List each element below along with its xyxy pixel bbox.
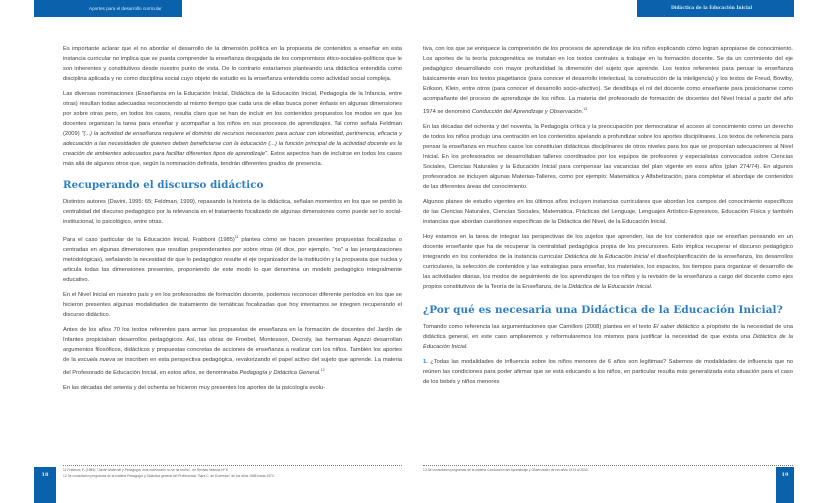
paragraph: Algunos planes de estudio vigentes en los últimos años incluyen instancias curriculares que abordan los campos del conocimiento específicos de las Ciencias Naturales, Ciencias Sociales, Matemática, Prácticas del Lenguaje, Lenguajes Artístico-Expresivos, Educación Física y también instancias que abordan cuestiones específicas de la Didáctica del Nivel, de la Educación Inicial.: [423, 198, 793, 225]
footnote-ref: 12: [320, 367, 325, 372]
section-heading: ¿Por qué es necesaria una Didáctica de la Educación Inicial?: [423, 303, 783, 316]
numbered-paragraph: 1. ¿Todas las modalidades de influencia sobre los niños menores de 6 años son legítimas? Sabemos de modalidades de influencia que no reúnen las condiciones para poder afirmar que se está educando a los niños, en particular resulta más generalizada esta situación para el caso de los bebés y niños menores: [423, 358, 793, 385]
footnotes-right: [423, 465, 793, 474]
page-number-tab: 18: [34, 467, 56, 503]
section-heading: Recuperando el discurso didáctico: [63, 179, 264, 191]
footnote: 11 Frabboni, F. (1985): "Jardín Maternal y Pedagogía, este matrimonio no se ha hecho", en Revista Infancia Nº 8.: [63, 468, 229, 472]
footnote-ref: 13: [583, 107, 588, 111]
paragraph: Antes de los años 70 los textos referentes para armar las propuestas de enseñanza en la formación de docentes del Jardín de Infantes propiciaban desarrollos pedagógicos. Así, las obras de Froebel, Montessori, Decroly, las hermanas Agazzi desarrollan argumentos filosóficos, didácticos y propuestas concretas de acciones de enseñanza a realizar con los niños. También los aportes de la escuela nueva se inscriben en esta perspectiva pedagógica, revalorizando el papel activo del sujeto que aprende. La materia del Profesorado de Educación Inicial, en estos años, se denominaba Pedagogía y Didáctica General.$^{12}$: [63, 326, 402, 376]
footnote: 13 Se consultaron programas de la materia Conducción del Aprendizaje y Observación de los años 1974 al 2000.: [423, 468, 589, 472]
footnote: 12 Se consultaron programas de la materia Pedagogía y Didáctica general del Profesorado "Sara C. de Eccleston" de los años 1968 hasta 1973.: [63, 473, 275, 478]
footnotes-left: [63, 465, 402, 479]
page-number-tab: 19: [776, 467, 794, 503]
footnote-ref: 11: [234, 235, 239, 239]
running-head-left: Aportes para el desarrollo curricular: [34, 0, 182, 17]
running-head-right: Didáctica de la Educación Inicial: [637, 0, 794, 17]
paragraph: En el Nivel Inicial en nuestro país y en los profesorados de formación docente, podemos reconocer diferente períodos en los que se hicieron presentes algunas modalidades de tratamiento de temáticas focalizadas que hoy intentamos se integren recuperando el discurso didáctico.: [63, 291, 402, 318]
paragraph: En las décadas del ochenta y del noventa, la Pedagogía crítica y la preocupación por democratizar el acceso al conocimiento como un derecho de todos los niños produjo una centración en los contenidos apelando a profundizar sobre los aportes disciplinares. Los textos de referencia para pensar la enseñanza en muchos casos los constituían didácticas disciplinares de otros niveles para los que se proponían adecuaciones al Nivel Inicial. En los profesorados se desarrollaban talleres coordinados por los equipos de profesores y especialistas convocados sobre Ciencias Sociales, Ciencias Naturales y la Educación Inicial para compensar las vacancias del plan vigente en esos años (plan 274/74). En algunos profesorados se incluyen algunas Materias-Talleres, como por ejemplo: Matemática y Alfabetización, para completar el abordaje de contenidos de las diferentes áreas del conocimiento.: [423, 123, 793, 190]
paragraph: Tomando como referencia las argumentaciones que Camilloni (2008) plantea en el texto El saber didáctico a propósito de la necesidad de una didáctica general, en este caso ampliaremos y reformularemos los mismos para justificar la necesidad de que exista una Didáctica de la Educación Inicial.: [423, 323, 794, 350]
paragraph: Es importante aclarar que el no abordar el desarrollo de la dimensión política en la propuesta de contenidos a enseñar en esta instancia curricular no implica que se pueda comprender la enseñanza desgajada de los compromisos ético-sociales-políticos que le son inherentes y constitutivos desde nuestro punto de vista. De lo contrario estaríamos planteando una didáctica entendida como disciplina aplicada y no como disciplina social cuyo objeto de estudio es la enseñanza entendida como actividad social compleja.: [63, 46, 402, 82]
paragraph: Distintos autores (Davini, 1995: 65; Feldman, 1999), repasando la historia de la didáctica, señalan momentos en los que se perdió la centralidad del discurso pedagógico por la relevancia en el tratamiento focalizado de algunas dimensiones como puede ser lo social-institucional, lo psicológico, entre otras.: [63, 199, 402, 225]
paragraph: tiva, con los que se enriquece la comprensión de los procesos de aprendizaje de los niños explicando cómo logran apropiarse de conocimiento. Los aportes de la teoría psicogenética se instalan en los textos centrales a trabajar en la formación docente. Se da un corrimiento del eje pedagógico desarrollando con mayor profundidad la dimensión del sujeto que aprende. Los textos referentes para pensar la enseñanza básicamente eran los textos piagetianos (para conocer el desarrollo intelectual, la construcción de la inteligencia) y los textos de Freud, Bowlby, Erikson, Klein, entre otros (para conocer el desarrollo socio-afectivo). Se desdibuja el rol del docente como enseñante para posicionarse como acompañante del proceso de aprendizaje de los niños. La materia del profesorado de formación de docentes del Nivel Inicial a partir del año 1974 se denominó Conducción del Aprendizaje y Observación.$^{13}$: [423, 46, 793, 115]
paragraph: Para el caso particular de la Educación Inicial, Frabboni $(1985)^{11}$ plantea cómo se hacen presentes propuestas focalizadas o centradas en algunas dimensiones que resultan preponderantes por sobre otras (él dice, por ejemplo, "no" a las jerarquizaciones metodológicas), señalando la necesidad de que lo pedagógico resulte el eje organizador de la institución y la propuesta que nuclea y articula todas las dimensiones presentes, proponiendo de este modo lo que denomina un modelo pedagógico integralmente educativo.: [63, 235, 402, 283]
right-page-body: [423, 44, 793, 392]
paragraph: Hoy estamos en la tarea de integrar las perspectivas de los sujetos que aprenden, las de los contenidos que se enseñan pensando en un docente enseñante que ha de recuperar la centralidad pedagógica propia de los precursores. Esto implica recuperar el discurso pedagógico integrando en los contenidos de la instancia curricular Didáctica de la Educación Inicial el diseño/planificación de la enseñanza, los desarrollos curriculares, la selección de contenidos y las estrategias para enseñar, los materiales, los espacios, los tiempos para organizar el desarrollo de las actividades diarias, los modos de seguimiento de los aprendizajes de los niños y la revisión de la enseñanza a cargo del docente como ejes propios constitutivos de la Teoría de la Enseñanza, de la Didáctica de la Educación Inicial.: [423, 233, 793, 290]
paragraph: Las diversas nominaciones (Enseñanza en la Educación Inicial, Didáctica de la Educación Inicial, Pedagogía de la Infancia, entre otras) resultan todas adecuadas reconociendo al mismo tiempo que cada una de ellas busca poner énfasis en algunas dimensiones por sobre otras pero, en todos los casos, resulta claro que se han de incluir en los contenidos propuestos los modos en que los docentes organizan la tarea para enseñar y acompañar a los niños en sus procesos de aprendizajes. Tal como señala Feldman (2009) "(...) la actividad de enseñanza requiere el dominio de recursos necesarios para actuar con idoneidad, pertinencia, eficacia y adecuación a las necesidades de quienes deben beneficiarse con la educación (...) la función principal de la actividad docente es la creación de ambientes adecuados para facilitar diferentes tipos de aprendizaje". Estos aspectos han de incluirse en todos los casos más allá de algunos otros que, según la nominación definida, tendrán diferentes grados de presencia.: [63, 91, 402, 167]
list-number: 1.: [423, 358, 428, 365]
paragraph: En las décadas del setenta y del ochenta se hicieron muy presentes los aportes de la psicología evolu-: [63, 384, 326, 391]
left-page-body: [63, 44, 402, 398]
right-page: [414, 0, 828, 503]
